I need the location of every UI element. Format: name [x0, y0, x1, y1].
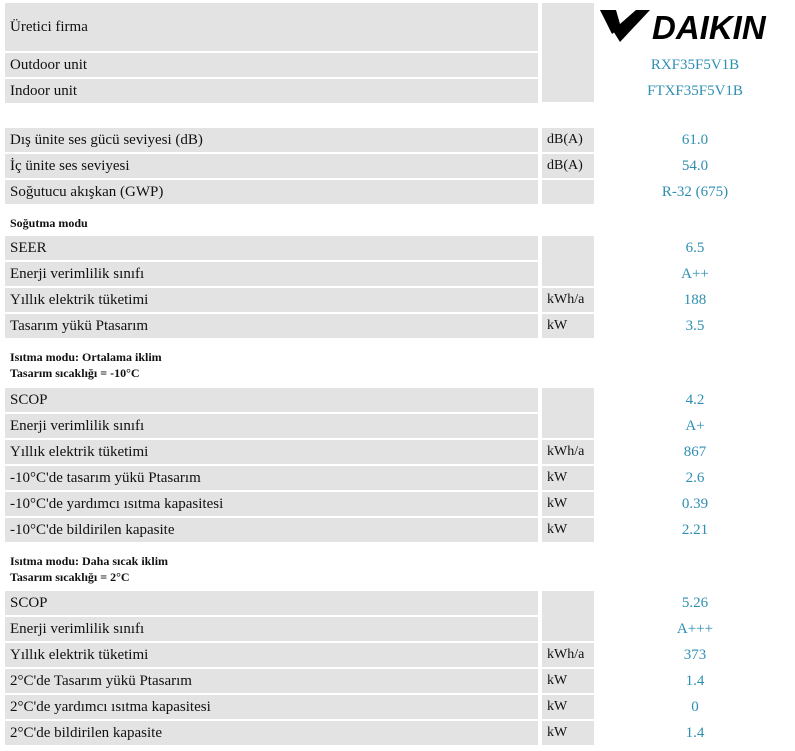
- spec-row: [5, 262, 595, 286]
- spec-value: 0.39: [681, 496, 709, 512]
- spec-row: [5, 154, 595, 178]
- spec-label: Soğutucu akışkan (GWP): [5, 180, 538, 204]
- spec-value: 6.5: [685, 240, 705, 256]
- spec-value: 188: [683, 292, 707, 308]
- spec-value: 4.2: [685, 392, 705, 408]
- manufacturer-row: [5, 3, 595, 51]
- heating-warmer-subtitle: Tasarım sıcaklığı = 2°C: [10, 570, 130, 584]
- spec-row: [5, 414, 595, 438]
- spec-unit: kW: [542, 721, 594, 745]
- spec-row: [5, 128, 595, 152]
- spec-row: [5, 180, 595, 204]
- spec-unit: kW: [542, 695, 594, 719]
- spec-value: 61.0: [681, 132, 709, 148]
- spec-label: -10°C'de yardımcı ısıtma kapasitesi: [5, 492, 538, 516]
- spec-label: 2°C'de yardımcı ısıtma kapasitesi: [5, 695, 538, 719]
- spec-row: [5, 518, 595, 542]
- indoor-label: Indoor unit: [5, 79, 538, 103]
- spec-unit: kWh/a: [542, 440, 594, 464]
- cooling-section-title: Soğutma modu: [10, 216, 88, 230]
- spec-unit: kWh/a: [542, 288, 594, 312]
- spec-value: 0: [691, 699, 699, 715]
- spec-row: [5, 617, 595, 641]
- spec-value: 54.0: [681, 158, 709, 174]
- spec-unit: kW: [542, 492, 594, 516]
- spec-label: Yıllık elektrik tüketimi: [5, 288, 538, 312]
- spec-label: 2°C'de bildirilen kapasite: [5, 721, 538, 745]
- spec-label: SEER: [5, 236, 538, 260]
- spec-row: [5, 314, 595, 338]
- spec-unit: kW: [542, 518, 594, 542]
- spec-value: R-32 (675): [661, 184, 729, 200]
- spec-row: [5, 440, 595, 464]
- spec-label: SCOP: [5, 591, 538, 615]
- spec-value: 373: [683, 647, 707, 663]
- spec-value: A+: [685, 418, 705, 434]
- spec-label: İç ünite ses seviyesi: [5, 154, 538, 178]
- spec-value: 3.5: [685, 318, 705, 334]
- spec-row: [5, 466, 595, 490]
- spec-label: Dış ünite ses gücü seviyesi (dB): [5, 128, 538, 152]
- heating-warmer-title: Isıtma modu: Daha sıcak iklim: [10, 554, 169, 568]
- spec-label: Tasarım yükü Ptasarım: [5, 314, 538, 338]
- indoor-row: [5, 79, 595, 103]
- spec-value: 2.21: [681, 522, 709, 538]
- spec-label: Yıllık elektrik tüketimi: [5, 643, 538, 667]
- spec-row: [5, 721, 595, 745]
- outdoor-label: Outdoor unit: [5, 53, 538, 77]
- spec-row: [5, 695, 595, 719]
- heating-average-title: Isıtma modu: Ortalama iklim: [10, 350, 162, 364]
- spec-label: Yıllık elektrik tüketimi: [5, 440, 538, 464]
- manufacturer-label: Üretici firma: [5, 3, 538, 51]
- logo-text: DAIKIN: [652, 9, 766, 46]
- spec-unit: kW: [542, 466, 594, 490]
- spec-row: [5, 643, 595, 667]
- spec-value: A++: [681, 266, 709, 282]
- spec-unit: [542, 180, 594, 204]
- spec-row: [5, 288, 595, 312]
- spec-unit: dB(A): [542, 154, 594, 178]
- spec-row: [5, 388, 595, 412]
- outdoor-row: [5, 53, 595, 77]
- spec-label: SCOP: [5, 388, 538, 412]
- spec-unit: dB(A): [542, 128, 594, 152]
- spec-label: Enerji verimlilik sınıfı: [5, 414, 538, 438]
- spec-value: 2.6: [685, 470, 705, 486]
- spec-row: [5, 236, 595, 260]
- outdoor-value: RXF35F5V1B: [650, 57, 740, 73]
- daikin-logo: [600, 6, 792, 46]
- indoor-value: FTXF35F5V1B: [647, 83, 743, 99]
- spec-value: 867: [683, 444, 707, 460]
- spec-unit: kW: [542, 314, 594, 338]
- spec-row: [5, 669, 595, 693]
- spec-label: Enerji verimlilik sınıfı: [5, 262, 538, 286]
- spec-label: Enerji verimlilik sınıfı: [5, 617, 538, 641]
- spec-label: 2°C'de Tasarım yükü Ptasarım: [5, 669, 538, 693]
- spec-value: 1.4: [685, 725, 705, 741]
- spec-row: [5, 591, 595, 615]
- spec-unit: kWh/a: [542, 643, 594, 667]
- spec-value: 5.26: [681, 595, 709, 611]
- spec-value: 1.4: [685, 673, 705, 689]
- heating-average-subtitle: Tasarım sıcaklığı = -10°C: [10, 366, 140, 380]
- spec-label: -10°C'de tasarım yükü Ptasarım: [5, 466, 538, 490]
- spec-label: -10°C'de bildirilen kapasite: [5, 518, 538, 542]
- spec-row: [5, 492, 595, 516]
- spec-value: A+++: [676, 621, 714, 637]
- spec-unit: kW: [542, 669, 594, 693]
